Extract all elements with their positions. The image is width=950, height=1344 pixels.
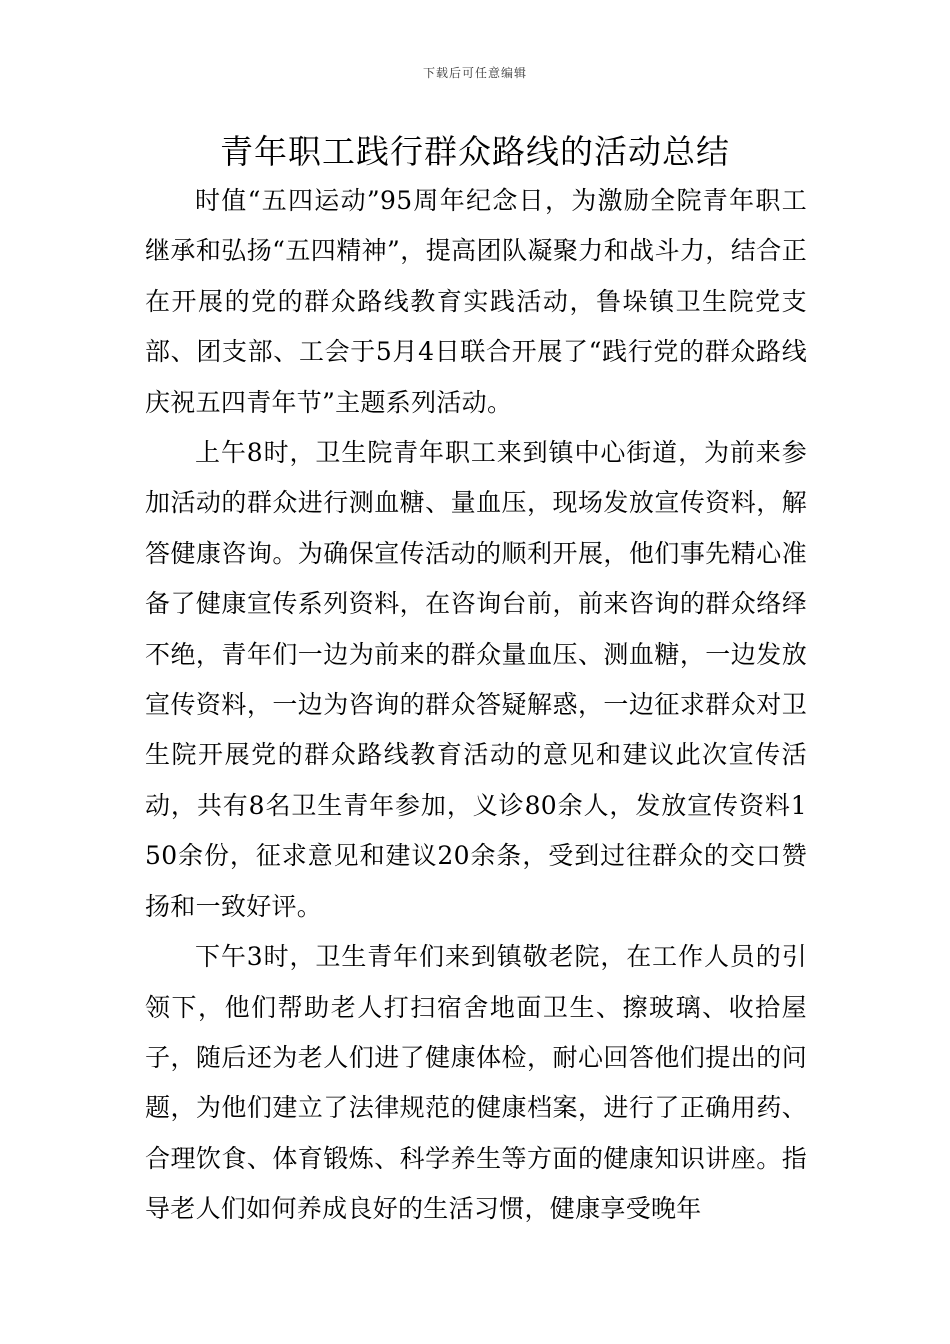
paragraph-morning-activity: 上午8时，卫生院青年职工来到镇中心街道，为前来参加活动的群众进行测血糖、量血压，现场发放宣传资料，解答健康咨询。为确保宣传活动的顺利开展，他们事先精心准备了健康宣传系列资料，在咨询台前，前来咨询的群众络绎不绝，青年们一边为前来的群众量血压、测血糖，一边发放宣传资料，一边为咨询的群众答疑解惑，一边征求群众对卫生院开展党的群众路线教育活动的意见和建议此次宣传活动，共有8名卫生青年参加，义诊80余人，发放宣传资料150余份，征求意见和建议20余条，受到过往群众的交口赞扬和一致好评。 — [145, 438, 807, 921]
paragraph-intro: 时值“五四运动”95周年纪念日，为激励全院青年职工继承和弘扬“五四精神”，提高团队凝聚力和战斗力，结合正在开展的党的群众路线教育实践活动，鲁垛镇卫生院党支部、团支部、工会于5月4日联合开展了“践行党的群众路线庆祝五四青年节”主题系列活动。 — [145, 186, 807, 417]
document-body — [145, 176, 807, 1235]
header-note: 下载后可任意编辑 — [422, 66, 527, 80]
paragraph-afternoon-activity: 下午3时，卫生青年们来到镇敬老院，在工作人员的引领下，他们帮助老人打扫宿舍地面卫生、擦玻璃、收拾屋子，随后还为老人们进了健康体检，耐心回答他们提出的问题，为他们建立了法律规范的健康档案，进行了正确用药、合理饮食、体育锻炼、科学养生等方面的健康知识讲座。指导老人们如何养成良好的生活习惯，健康享受晚年 — [145, 942, 807, 1224]
document-title: 青年职工践行群众路线的活动总结 — [220, 132, 730, 171]
